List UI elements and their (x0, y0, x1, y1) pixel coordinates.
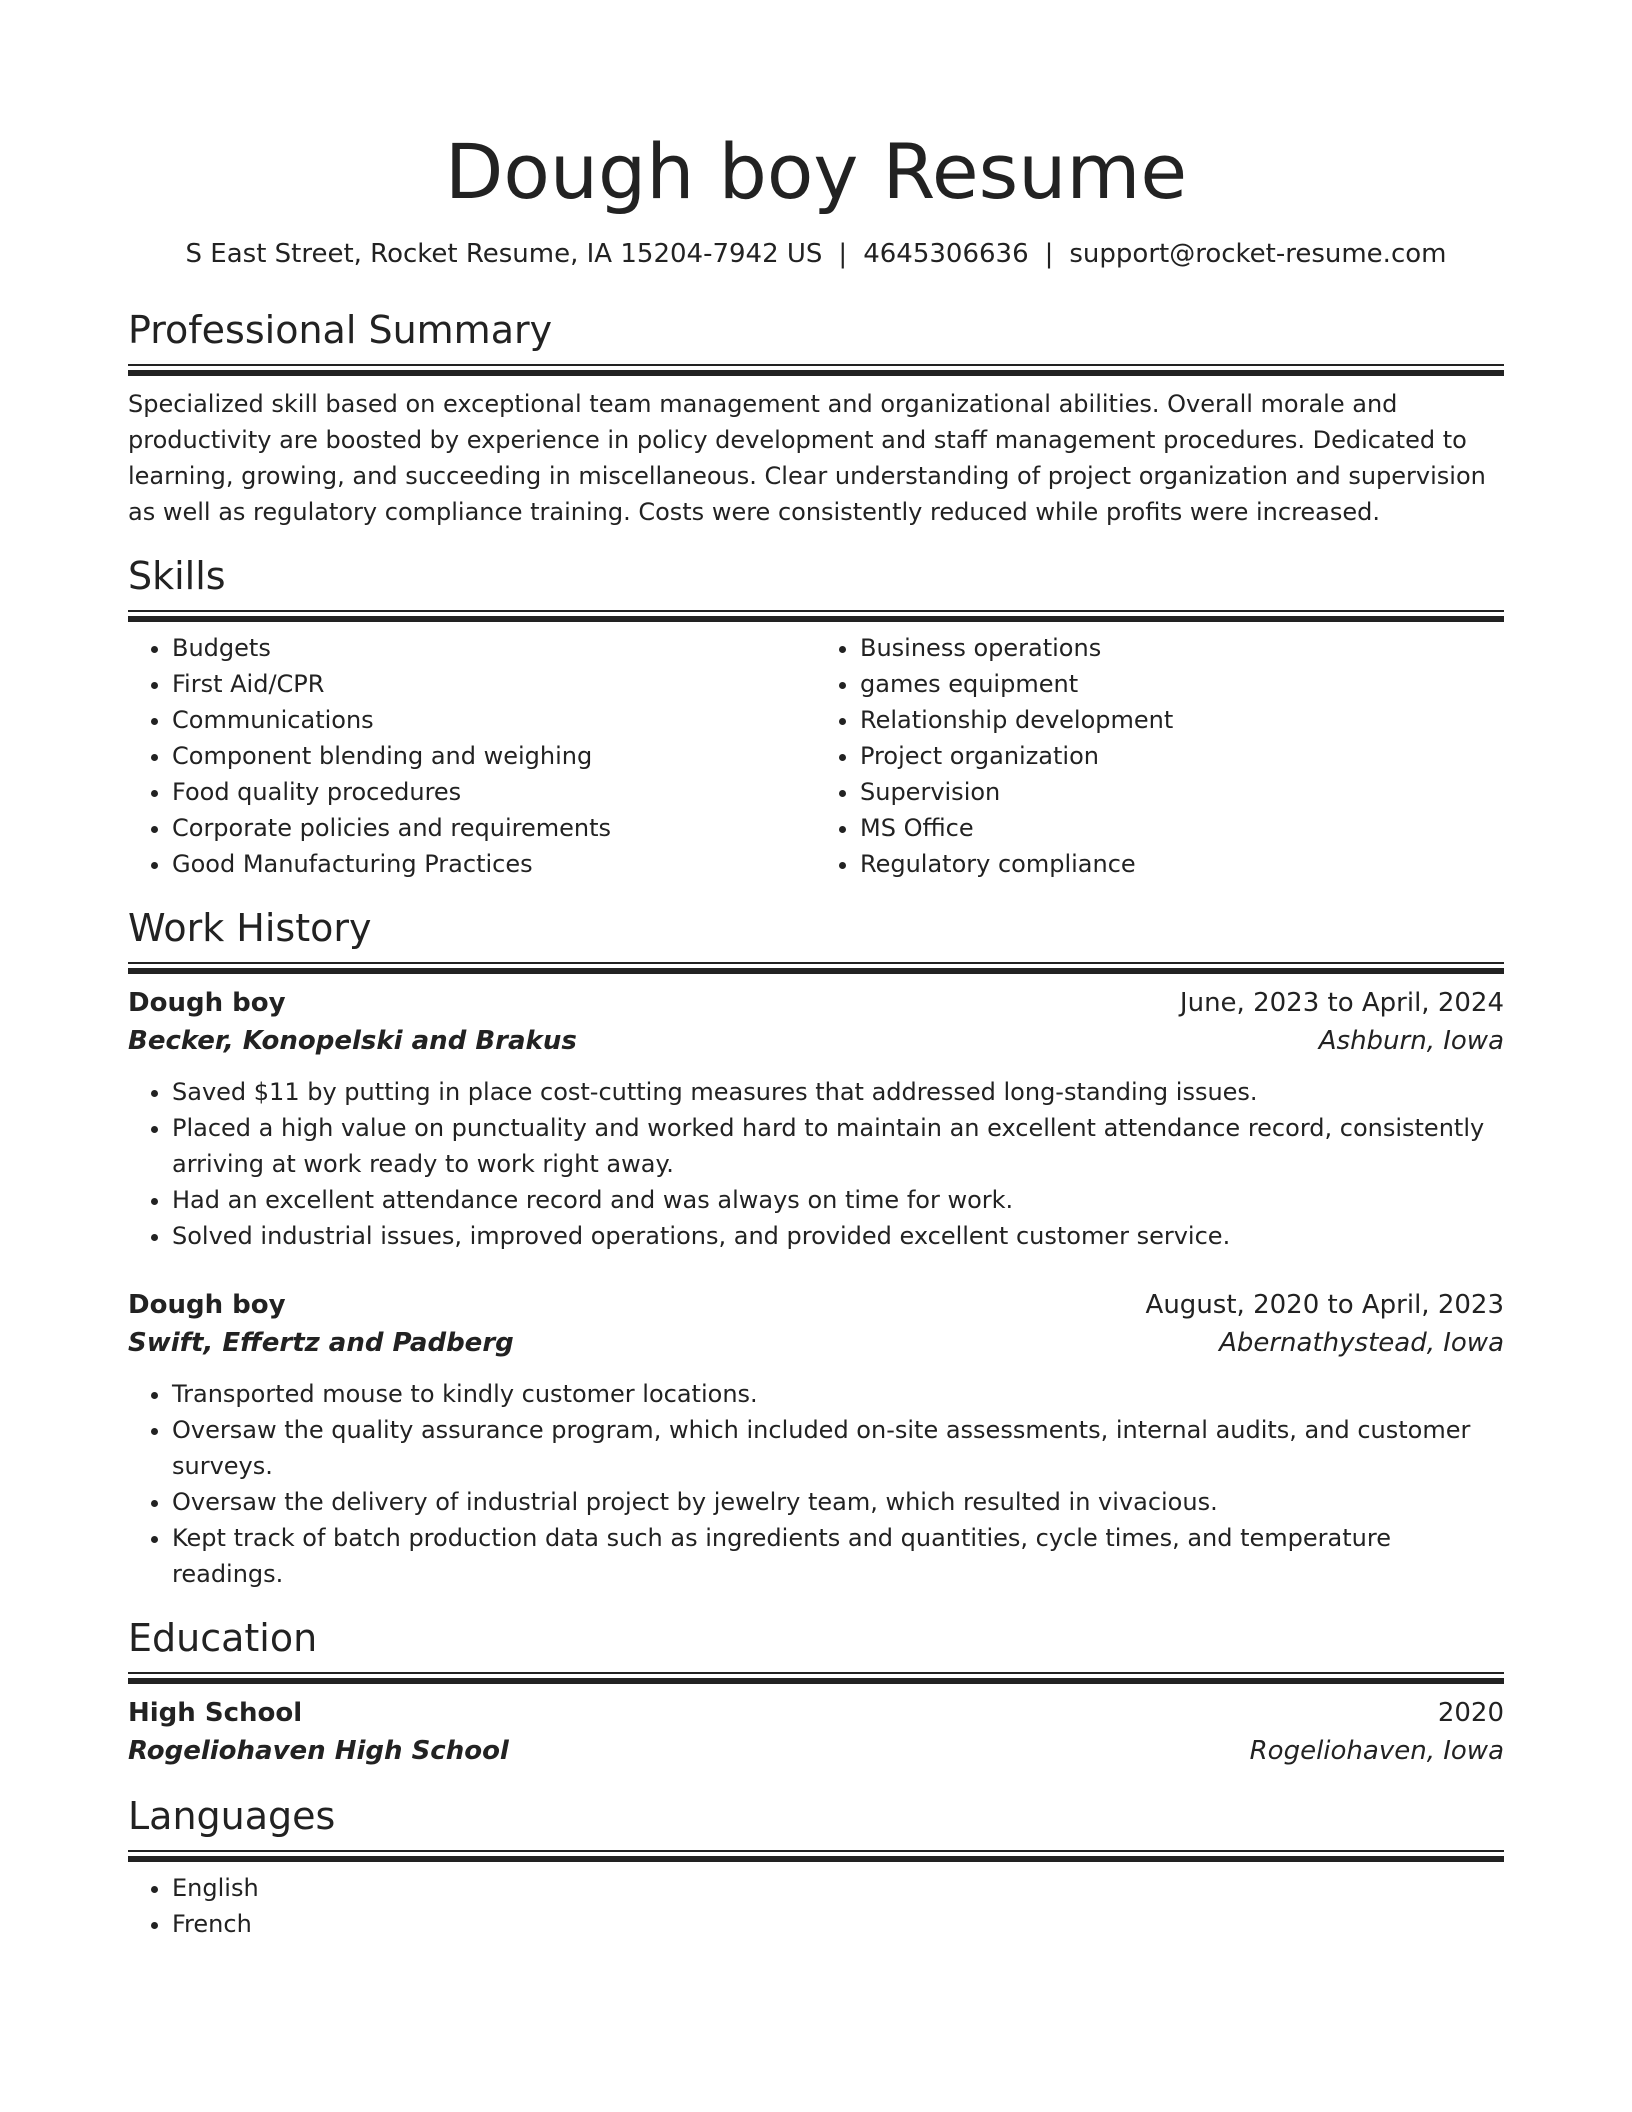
language-item: • English (172, 1870, 1504, 1906)
education-degree: High School (128, 1698, 303, 1728)
contact-separator: | (838, 239, 848, 269)
skill-item: • Communications (172, 702, 816, 738)
section-divider (128, 1850, 1504, 1856)
education-school: Rogeliohaven High School (128, 1736, 509, 1766)
section-title-summary: Professional Summary (128, 308, 553, 352)
job-bullet: • Oversaw the delivery of industrial project by jewelry team, which resulted in vivacious. (172, 1484, 1504, 1520)
job-bullet: • Oversaw the quality assurance program, which included on-site assessments, internal audits, and customer surveys. (172, 1412, 1504, 1484)
skill-item: • MS Office (860, 810, 1504, 846)
section-divider (128, 962, 1504, 968)
section-title-work: Work History (128, 906, 372, 950)
section-title-languages: Languages (128, 1794, 336, 1838)
skill-item: • First Aid/CPR (172, 666, 816, 702)
job-dates: June, 2023 to April, 2024 (1179, 988, 1504, 1018)
job-bullet: • Saved $11 by putting in place cost-cutting measures that addressed long-standing issues. (172, 1074, 1504, 1110)
job-company: Swift, Effertz and Padberg (128, 1328, 514, 1358)
job-company: Becker, Konopelski and Brakus (128, 1026, 577, 1056)
contact-address: S East Street, Rocket Resume, IA 15204-7942 US (185, 239, 823, 269)
section-title-education: Education (128, 1616, 318, 1660)
resume-page (128, 0, 1504, 1942)
languages-list (128, 1870, 1504, 1942)
job-bullet: • Solved industrial issues, improved operations, and provided excellent customer service. (172, 1218, 1504, 1254)
job-bullets (128, 1376, 1504, 1592)
job-bullet: • Placed a high value on punctuality and worked hard to maintain an excellent attendance record, consistently arriving at work ready to work right away. (172, 1110, 1504, 1182)
contact-email: support@rocket-resume.com (1069, 239, 1447, 269)
work-section (128, 904, 1504, 1592)
job-header (128, 1286, 1504, 1324)
summary-text: Specialized skill based on exceptional team management and organizational abilities. Overall morale and productivity are boosted by experience in policy development and staff management procedures. Dedicated to learning, growing, and succeeding in miscellaneous. Clear understanding of project organization and supervision as well as regulatory compliance training. Costs were consistently reduced while profits were increased. (128, 390, 1486, 526)
contact-line (128, 236, 1504, 272)
language-item: • French (172, 1906, 1504, 1942)
job-title: Dough boy (128, 988, 286, 1018)
skills-column-right (816, 630, 1504, 882)
contact-phone: 4645306636 (863, 239, 1029, 269)
job-dates: August, 2020 to April, 2023 (1145, 1290, 1504, 1320)
skill-item: • Component blending and weighing (172, 738, 816, 774)
skills-column-left (128, 630, 816, 882)
skill-item: • games equipment (860, 666, 1504, 702)
education-location: Rogeliohaven, Iowa (1249, 1736, 1504, 1766)
job-subheader (128, 1324, 1504, 1362)
education-entry (128, 1694, 1504, 1770)
job-title: Dough boy (128, 1290, 286, 1320)
skill-item: • Good Manufacturing Practices (172, 846, 816, 882)
education-subheader (128, 1732, 1504, 1770)
education-header (128, 1694, 1504, 1732)
contact-separator: | (1044, 239, 1054, 269)
job-subheader (128, 1022, 1504, 1060)
section-divider (128, 364, 1504, 370)
languages-section (128, 1792, 1504, 1942)
section-divider (128, 610, 1504, 616)
job-bullet: • Transported mouse to kindly customer locations. (172, 1376, 1504, 1412)
skill-item: • Corporate policies and requirements (172, 810, 816, 846)
skill-item: • Supervision (860, 774, 1504, 810)
section-title-skills: Skills (128, 554, 226, 598)
job-location: Abernathystead, Iowa (1219, 1328, 1504, 1358)
job-bullets (128, 1074, 1504, 1254)
skill-item: • Regulatory compliance (860, 846, 1504, 882)
education-year: 2020 (1437, 1698, 1504, 1728)
skill-item: • Project organization (860, 738, 1504, 774)
skill-item: • Relationship development (860, 702, 1504, 738)
resume-name: Dough boy Resume (444, 127, 1188, 216)
job-entry (128, 1286, 1504, 1592)
skill-item: • Food quality procedures (172, 774, 816, 810)
summary-section (128, 306, 1504, 530)
skill-item: • Budgets (172, 630, 816, 666)
job-location: Ashburn, Iowa (1318, 1026, 1504, 1056)
job-bullet: • Had an excellent attendance record and was always on time for work. (172, 1182, 1504, 1218)
job-bullet: • Kept track of batch production data such as ingredients and quantities, cycle times, and temperature readings. (172, 1520, 1504, 1592)
skills-section (128, 552, 1504, 882)
education-section (128, 1614, 1504, 1770)
section-divider (128, 1672, 1504, 1678)
skill-item: • Business operations (860, 630, 1504, 666)
job-entry (128, 984, 1504, 1254)
skills-list (128, 630, 1504, 882)
job-header (128, 984, 1504, 1022)
